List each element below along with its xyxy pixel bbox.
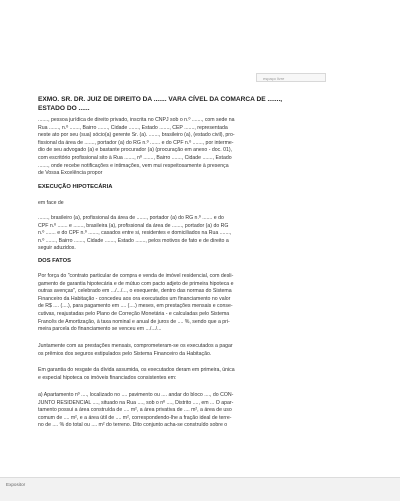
section-subtitle: em face de <box>38 200 64 206</box>
text-line: de R$ .... (....), para pagamento em .... (....) meses, em prestações mensais e conse- <box>38 303 233 310</box>
text-line: tamento possui a área construída de .... m², a área privativa de .... m², a área de uso <box>38 407 232 414</box>
court-heading <box>38 95 368 113</box>
seguros-paragraph <box>38 343 368 358</box>
text-line: comum de .... m², e a área útil de .... m², correspondendo-lhe a fração ideal de terre- <box>38 414 232 421</box>
text-line: e especial hipoteca os imóveis financiados consistentes em: <box>38 374 177 381</box>
text-line: com escritório profissional sito à Rua ......., nº ......., Bairro ......., Cidade ......., Estado <box>38 154 232 161</box>
court-heading-line: EXMO. SR. DR. JUIZ DE DIREITO DA ....... VARA CÍVEL DA COMARCA DE ......., <box>38 96 283 103</box>
text-line: fissional da área de ......., portador (a) do RG n.º ....... e do CPF n.º ......., por interme- <box>38 139 234 146</box>
text-line: ......., brasileiro (a), profissional da área de ......., portador (a) do RG n.º ....... e do <box>38 215 224 221</box>
blank-space-stamp: espaço livre <box>256 73 326 82</box>
text-line: Financeiro da Habitação - concedeu aos ora executados um financiamento no valor <box>38 295 231 302</box>
text-line: ......., pessoa jurídica de direito privado, inscrita no CNPJ sob o n.º ......., com sede na <box>38 117 235 123</box>
text-line: ......., onde recebe notificações e intimações, vem mui respeitosamente à presença <box>38 162 229 169</box>
text-line: Em garantia do resgate da dívida assumida, os executados deram em primeira, única <box>38 367 235 373</box>
facts-paragraph <box>38 273 368 334</box>
text-line: neste ato por seu (sua) sócio(a) gerente Sr. (a). ......., brasileiro (a), (estado civil), pro- <box>38 132 235 139</box>
text-line: seguir aduzidos. <box>38 245 76 252</box>
court-heading-line: ESTADO DO ...... <box>38 105 90 112</box>
garantia-paragraph <box>38 367 368 382</box>
section-title-fatos: DOS FATOS <box>38 258 71 264</box>
text-line: Juntamente com as prestações mensais, comprometeram-se os executados a pagar <box>38 343 233 349</box>
text-line: Rua ......., n.º ......., Bairro ......., Cidade ......., Estado ......., CEP ......., representada <box>38 124 228 131</box>
text-line: cutivas, reajustadas pelo Plano de Correção Monetária - e calculadas pelo Sistema <box>38 310 230 317</box>
apartamento-paragraph <box>38 392 368 430</box>
text-line: dio de seu advogado (a) e bastante procurador (a) (procuração em anexo - doc. 01), <box>38 147 233 154</box>
text-line: no de .... % do total ou .... m² do terreno. Dito conjunto acha-se construído sobre o <box>38 422 228 429</box>
section-title-execucao: EXECUÇÃO HIPOTECÁRIA <box>38 184 113 190</box>
text-line: gamento de garantia hipotecária e de mútuo com pacto adjeto de primeira hipoteca e <box>38 280 234 287</box>
text-line: n.º ....... e do CPF n.º ......., casados entre si, residentes e domiciliados na Rua ......., <box>38 230 232 237</box>
text-line: n.º ......., Bairro ......., Cidade ......., Estado ......., pelos motivos de fato e de direito a <box>38 237 229 244</box>
text-line: meira parcela do financiamento se venceu em .../.../... <box>38 326 162 333</box>
text-line: Francês de Amortização, à taxa nominal e anual de juros de .... %, sendo que a pri- <box>38 318 230 325</box>
footer-label: Expositor <box>6 482 26 487</box>
text-line: de Vossa Excelência propor <box>38 170 103 177</box>
text-line: a) Apartamento nº ...., localizado no .... pavimento ou .... andar do bloco ...., do CON- <box>38 392 234 398</box>
text-line: Por força do "contrato particular de compra e venda de imóvel residencial, com desli- <box>38 273 234 279</box>
text-line: JUNTO RESIDENCIAL ...., situado na Rua ...., sob o nº ...., Distrito ...., em ... O apar- <box>38 399 234 406</box>
text-line: os prêmios dos seguros estipulados pelo Sistema Financeiro da Habitação. <box>38 350 212 357</box>
text-line: CPF n.º ....... e ......., brasileira (a), profissional da área de ......., portador (a) do RG <box>38 222 229 229</box>
text-line: outras avenças", celebrado em .../.../..., o exequente, dentro das normas do Sistema <box>38 288 232 295</box>
intro-paragraph <box>38 117 368 178</box>
defendants-paragraph <box>38 215 368 253</box>
viewer-footer-bar <box>0 477 400 501</box>
